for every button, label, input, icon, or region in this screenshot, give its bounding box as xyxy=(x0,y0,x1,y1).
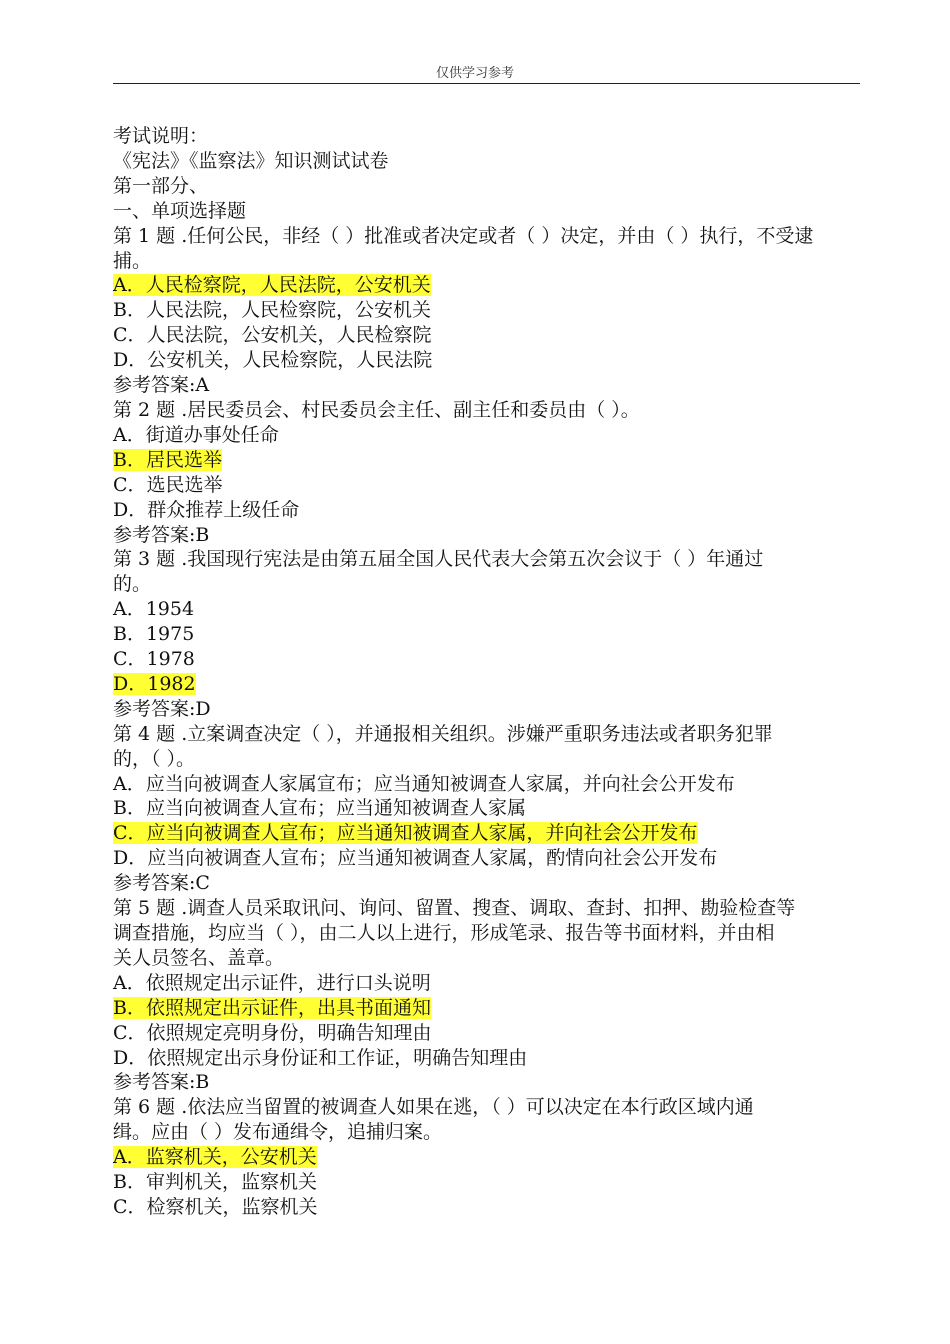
option-C xyxy=(113,647,860,672)
part-heading: 第一部分、 xyxy=(113,174,209,197)
option-text: D．群众推荐上级任命 xyxy=(113,498,300,521)
correct-option-text: B．居民选举 xyxy=(113,448,222,471)
option-text: D．应当向被调查人宣布；应当通知被调查人家属，酌情向社会公开发布 xyxy=(113,847,718,870)
option-D xyxy=(113,348,860,373)
page-header: 仅供学习参考 xyxy=(435,66,514,81)
section-heading: 一、单项选择题 xyxy=(113,199,247,222)
question-6 xyxy=(113,1095,860,1220)
option-text: C．人民法院，公安机关，人民检察院 xyxy=(113,324,432,347)
intro-line: 考试说明： xyxy=(113,125,209,147)
option-B xyxy=(113,1170,860,1195)
question-text-line: 第 4 题 .立案调查决定（ ），并通报相关组织。涉嫌严重职务违法或者职务犯罪 xyxy=(113,722,773,745)
option-C xyxy=(113,1195,860,1220)
option-text: B．审判机关，监察机关 xyxy=(113,1171,317,1194)
question-text-line: 的，（ ）。 xyxy=(113,747,196,770)
option-C xyxy=(113,323,860,348)
option-text: B．人民法院，人民检察院，公安机关 xyxy=(113,299,431,322)
question-3 xyxy=(113,547,860,721)
option-text: A．1954 xyxy=(113,598,195,621)
correct-option-text: D．1982 xyxy=(113,672,196,695)
question-text-line: 的。 xyxy=(113,573,152,596)
option-D xyxy=(113,1046,860,1071)
option-C xyxy=(113,1021,860,1046)
option-text: C．依照规定亮明身份，明确告知理由 xyxy=(113,1021,432,1044)
header-rule xyxy=(113,83,860,84)
option-text: A．街道办事处任命 xyxy=(113,423,279,446)
option-A xyxy=(113,423,860,448)
question-1 xyxy=(113,224,860,398)
correct-option-text: B．依照规定出示证件，出具书面通知 xyxy=(113,996,431,1019)
question-2 xyxy=(113,398,860,547)
correct-option-text: C．应当向被调查人宣布；应当通知被调查人家属，并向社会公开发布 xyxy=(113,822,698,845)
reference-answer: 参考答案:C xyxy=(113,872,210,895)
option-text: A．应当向被调查人家属宣布；应当通知被调查人家属，并向社会公开发布 xyxy=(113,772,735,795)
option-text: D．依照规定出示身份证和工作证，明确告知理由 xyxy=(113,1046,528,1069)
option-text: B．1975 xyxy=(113,623,195,646)
option-text: C．选民选举 xyxy=(113,473,223,496)
question-text-line: 第 6 题 .依法应当留置的被调查人如果在逃，（ ）可以决定在本行政区域内通 xyxy=(113,1096,754,1119)
reference-answer: 参考答案:D xyxy=(113,697,211,720)
option-A xyxy=(113,597,860,622)
option-A xyxy=(113,1145,860,1170)
question-text-line: 第 2 题 .居民委员会、村民委员会主任、副主任和委员由（ ）。 xyxy=(113,398,640,421)
option-B xyxy=(113,622,860,647)
question-text-line: 关人员签名、盖章。 xyxy=(113,946,285,969)
option-B xyxy=(113,796,860,821)
question-list xyxy=(113,224,860,1220)
option-text: B．应当向被调查人宣布；应当通知被调查人家属 xyxy=(113,797,526,820)
option-B xyxy=(113,448,860,473)
option-D xyxy=(113,498,860,523)
option-text: A．依照规定出示证件，进行口头说明 xyxy=(113,971,431,994)
option-A xyxy=(113,273,860,298)
option-C xyxy=(113,473,860,498)
option-D xyxy=(113,672,860,697)
option-C xyxy=(113,821,860,846)
question-text-line: 第 5 题 .调查人员采取讯问、询问、留置、搜查、调取、查封、扣押、勘验检查等 xyxy=(113,897,796,920)
option-A xyxy=(113,772,860,797)
question-text-line: 第 3 题 .我国现行宪法是由第五届全国人民代表大会第五次会议于（ ）年通过 xyxy=(113,548,764,571)
question-text-line: 捕。 xyxy=(113,249,152,272)
question-text-line: 缉。应由（ ）发布通缉令，追捕归案。 xyxy=(113,1121,443,1144)
option-A xyxy=(113,971,860,996)
document-body xyxy=(113,124,860,1220)
exam-title: 《宪法》《监察法》知识测试试卷 xyxy=(113,149,389,172)
option-text: C．1978 xyxy=(113,648,195,671)
reference-answer: 参考答案:B xyxy=(113,1071,210,1094)
question-text-line: 第 1 题 .任何公民，非经（ ）批准或者决定或者（ ）决定，并由（ ）执行，不受逮 xyxy=(113,224,814,247)
option-text: D．公安机关，人民检察院，人民法院 xyxy=(113,349,433,372)
reference-answer: 参考答案:B xyxy=(113,523,210,546)
correct-option-text: A．监察机关，公安机关 xyxy=(113,1146,317,1169)
question-4 xyxy=(113,722,860,896)
option-D xyxy=(113,846,860,871)
reference-answer: 参考答案:A xyxy=(113,374,210,397)
question-5 xyxy=(113,896,860,1095)
option-B xyxy=(113,298,860,323)
option-text: C．检察机关，监察机关 xyxy=(113,1195,318,1218)
option-B xyxy=(113,996,860,1021)
correct-option-text: A．人民检察院，人民法院，公安机关 xyxy=(113,274,431,297)
question-text-line: 调查措施，均应当（ ），由二人以上进行，形成笔录、报告等书面材料，并由相 xyxy=(113,922,775,944)
